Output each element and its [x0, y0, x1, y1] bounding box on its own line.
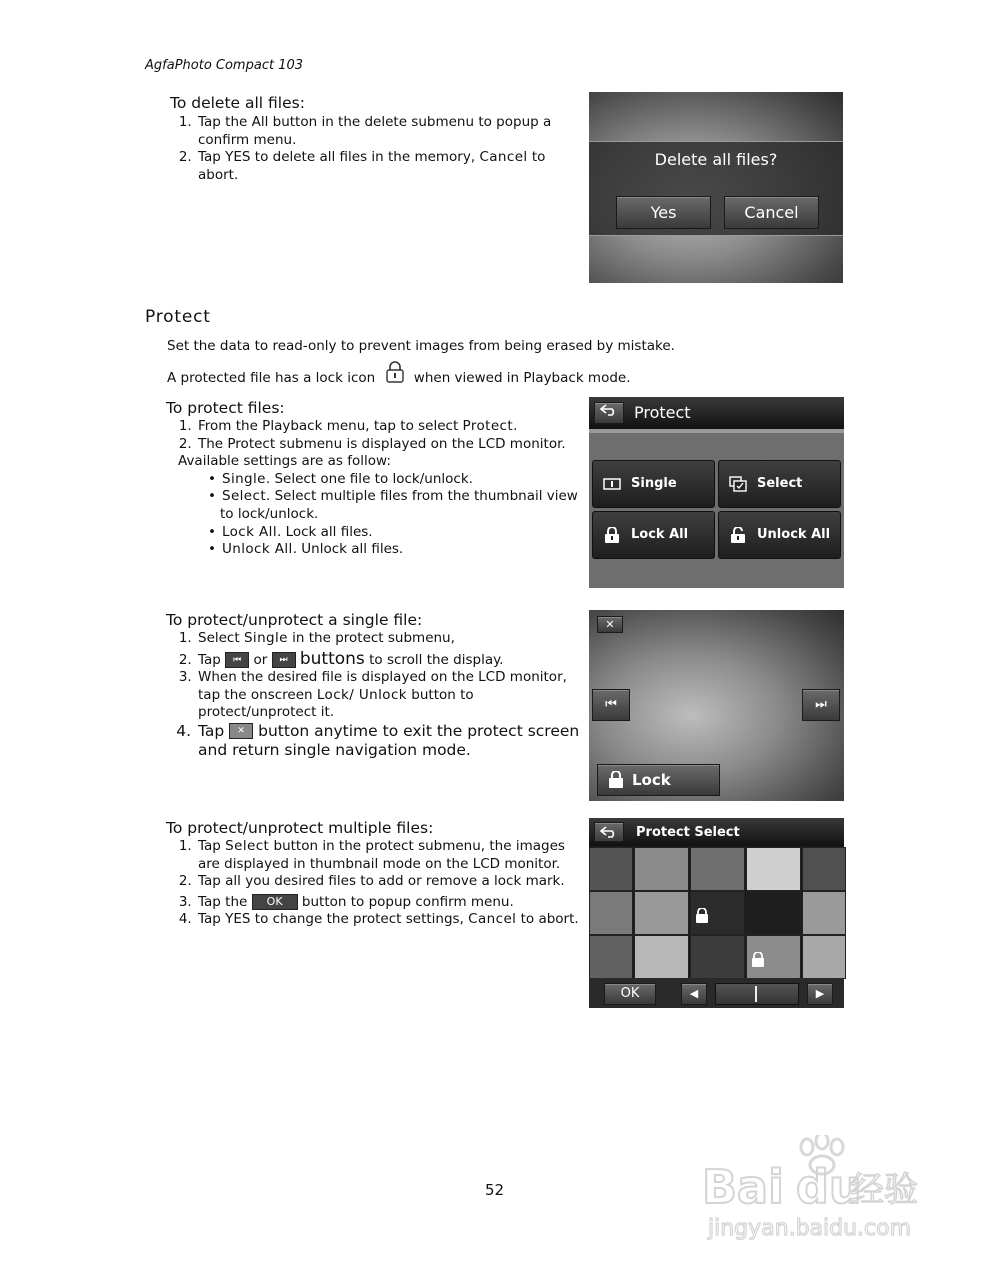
scroll-right-button[interactable]	[807, 983, 833, 1005]
yes-button[interactable]: Yes	[616, 196, 711, 229]
page-number: 52	[484, 1181, 505, 1199]
thumbnail[interactable]	[634, 847, 689, 891]
protect-options-list	[166, 471, 581, 559]
single-step-2: 2. Tap ⏮ or ⏭ buttons to scroll the display.	[196, 651, 581, 670]
lock-icon	[384, 360, 406, 384]
protect-files-heading: To protect files:	[166, 399, 285, 417]
unlock-icon	[729, 527, 747, 543]
unlock-all-button[interactable]: Unlock All	[718, 511, 841, 559]
option-single: • Single. Select one file to lock/unlock.	[220, 471, 581, 489]
multi-select-icon	[729, 476, 747, 492]
thumbnail[interactable]	[802, 847, 846, 891]
option-lock-all: • Lock All. Lock all files.	[220, 524, 581, 542]
thumbnail[interactable]	[589, 891, 633, 935]
protect-menu-titlebar	[589, 397, 844, 429]
protect-select-screen	[589, 818, 844, 1008]
delete-all-step-2: 2. Tap YES to delete all files in the memory, Cancel to abort.	[196, 149, 560, 184]
delete-all-heading: To delete all files:	[170, 94, 305, 112]
single-button[interactable]: Single	[592, 460, 715, 508]
ok-inline-button-image: OK	[252, 894, 298, 910]
titlebar-divider	[589, 429, 844, 433]
svg-text:经验: 经验	[850, 1170, 918, 1210]
scroll-thumb[interactable]	[755, 986, 757, 1002]
svg-text:jingyan.baidu.com: jingyan.baidu.com	[708, 1216, 912, 1241]
section-title-protect: Protect	[145, 307, 211, 327]
protect-step-2: 2. The Protect submenu is displayed on the LCD monitor.	[196, 436, 581, 454]
scroll-track[interactable]	[715, 983, 799, 1005]
multi-step-4: 4. Tap YES to change the protect settings, Cancel to abort.	[196, 911, 581, 929]
protect-files-section	[166, 399, 581, 559]
protect-step-1: 1. From the Playback menu, tap to select Protect.	[196, 418, 581, 436]
cancel-button[interactable]: Cancel	[724, 196, 819, 229]
next-icon: ⏭	[272, 652, 296, 668]
document-header: AgfaPhoto Compact 103	[145, 58, 304, 73]
previous-button[interactable]	[592, 689, 630, 721]
multiple-files-section	[166, 819, 581, 929]
close-icon: ✕	[229, 723, 253, 739]
single-frame-icon	[603, 476, 621, 492]
protect-intro-1: Set the data to read-only to prevent images from being erased by mistake.	[167, 338, 675, 354]
multiple-files-heading: To protect/unprotect multiple files:	[166, 819, 434, 837]
thumbnail[interactable]	[589, 847, 633, 891]
previous-icon: ⏮	[605, 697, 617, 712]
thumbnail-locked[interactable]	[690, 891, 745, 935]
previous-icon: ⏮	[225, 652, 249, 668]
single-file-heading: To protect/unprotect a single file:	[166, 611, 423, 629]
select-button[interactable]: Select	[718, 460, 841, 508]
lock-icon	[751, 952, 765, 967]
thumbnail-locked[interactable]	[746, 935, 801, 979]
single-file-steps	[166, 630, 581, 760]
thumbnail[interactable]	[690, 935, 745, 979]
close-icon: ✕	[605, 618, 615, 631]
thumbnail[interactable]	[802, 891, 846, 935]
single-step-4: 4. Tap ✕ button anytime to exit the protect screen and return single navigation mode.	[196, 722, 581, 760]
protect-menu-screen	[589, 397, 844, 588]
single-step-3: 3. When the desired file is displayed on the LCD monitor, tap the onscreen Lock/ Unlock button to protect/unprotect it.	[196, 669, 581, 722]
thumbnail[interactable]	[634, 935, 689, 979]
protect-menu-title: Protect	[634, 403, 691, 422]
left-arrow-icon: ◀	[689, 987, 699, 1000]
lock-icon	[608, 771, 624, 788]
svg-text:Bai: Bai	[702, 1160, 784, 1214]
single-file-section	[166, 611, 581, 760]
multi-step-2: 2. Tap all you desired files to add or remove a lock mark.	[196, 873, 581, 891]
thumbnail[interactable]	[690, 847, 745, 891]
delete-confirm-dialog	[589, 141, 843, 236]
multiple-files-steps	[166, 838, 581, 929]
right-arrow-icon: ▶	[815, 987, 825, 1000]
scroll-left-button[interactable]	[681, 983, 707, 1005]
watermark-logo	[700, 1135, 940, 1245]
delete-all-section	[170, 94, 560, 184]
multi-step-1: 1. Tap Select button in the protect submenu, the images are displayed in thumbnail mode on the LCD monitor.	[196, 838, 581, 873]
next-icon: ⏭	[815, 697, 827, 712]
thumbnail[interactable]	[746, 891, 801, 935]
thumbnail[interactable]	[746, 847, 801, 891]
lock-button[interactable]: Lock	[597, 764, 720, 796]
lock-icon	[695, 908, 709, 923]
protect-select-title: Protect Select	[636, 825, 740, 840]
close-button[interactable]	[597, 616, 623, 633]
thumbnail[interactable]	[634, 891, 689, 935]
back-button[interactable]	[594, 402, 624, 424]
option-unlock-all: • Unlock All. Unlock all files.	[220, 541, 581, 559]
protect-intro-2: A protected file has a lock icon when viewed in Playback mode.	[167, 360, 867, 389]
single-file-screen	[589, 610, 844, 801]
svg-text:du: du	[796, 1160, 862, 1214]
thumbnail[interactable]	[802, 935, 846, 979]
option-select: • Select. Select multiple files from the thumbnail view to lock/unlock.	[220, 488, 581, 523]
lock-icon	[603, 527, 621, 543]
multi-step-3: 3. Tap the OK button to popup confirm menu.	[196, 894, 581, 912]
next-button[interactable]	[802, 689, 840, 721]
back-arrow-icon	[600, 826, 618, 838]
protect-select-titlebar	[589, 818, 844, 846]
delete-all-step-1: 1. Tap the All button in the delete submenu to popup a confirm menu.	[196, 114, 560, 149]
back-arrow-icon	[600, 404, 618, 416]
back-button[interactable]	[594, 822, 624, 842]
thumbnail[interactable]	[589, 935, 633, 979]
delete-all-steps	[170, 114, 560, 184]
lock-all-button[interactable]: Lock All	[592, 511, 715, 559]
protect-available: Available settings are as follow:	[178, 453, 391, 470]
ok-button[interactable]: OK	[604, 983, 656, 1005]
paw-icon	[700, 1135, 940, 1245]
protect-files-steps	[166, 418, 581, 453]
delete-question: Delete all files?	[654, 150, 778, 169]
delete-all-screen	[589, 92, 843, 283]
single-step-1: 1. Select Single in the protect submenu,	[196, 630, 581, 648]
